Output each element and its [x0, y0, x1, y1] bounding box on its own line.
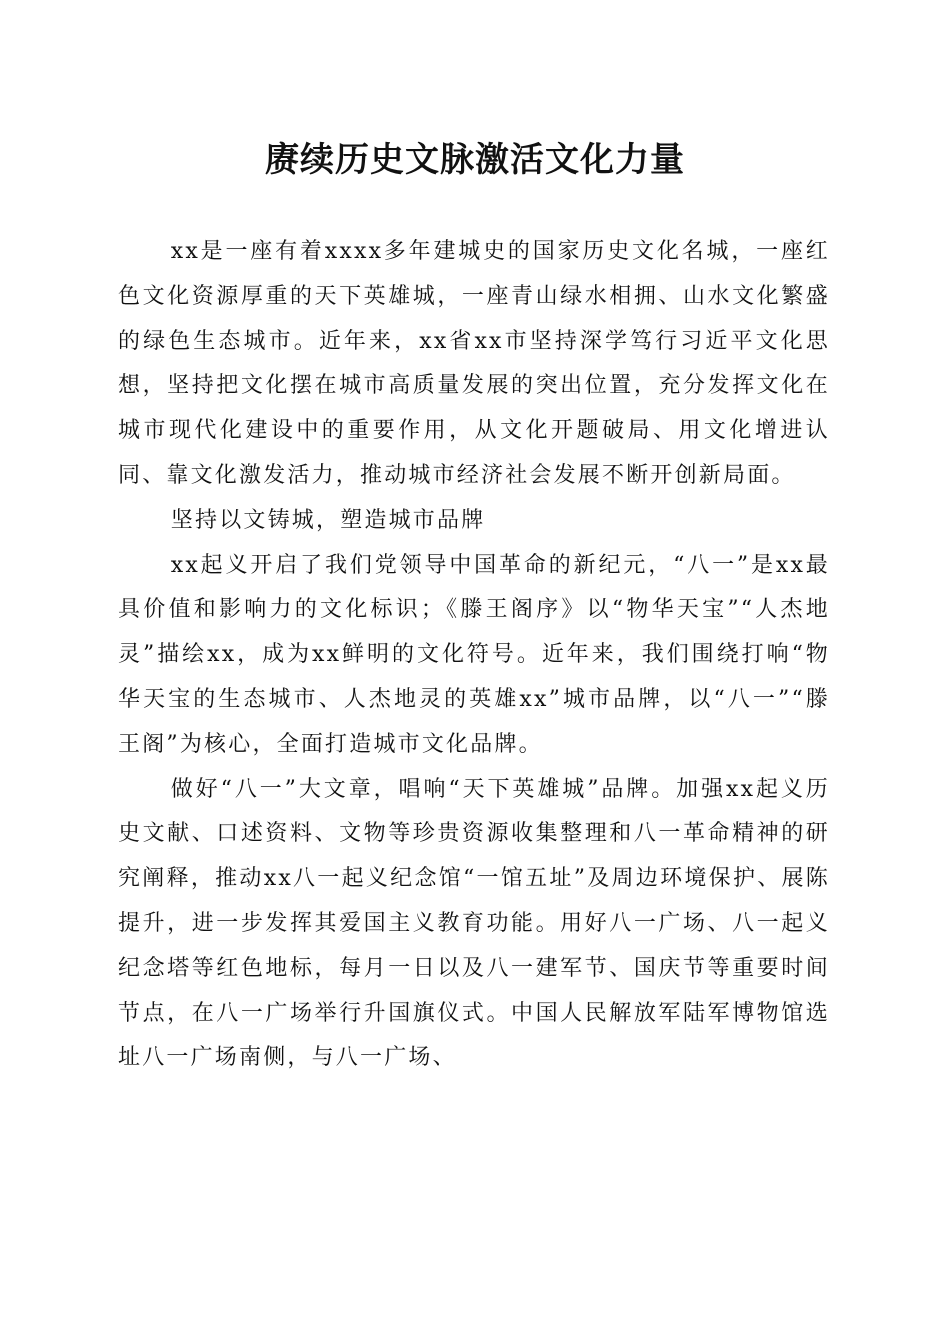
intro-paragraph: xx是一座有着xxxx多年建城史的国家历史文化名城，一座红色文化资源厚重的天下英雄城，一座青山绿水相拥、山水文化繁盛的绿色生态城市。近年来，xx省xx市坚持深学笃行习近平文化思想，坚持把文化摆在城市高质量发展的突出位置，充分发挥文化在城市现代化建设中的重要作用，从文化开题破局、用文化增进认同、靠文化激发活力，推动城市经济社会发展不断开创新局面。 — [118, 239, 830, 488]
document-title: 赓续历史文脉激活文化力量 — [265, 140, 685, 180]
section-heading: 坚持以文铸城，塑造城市品牌 — [170, 507, 486, 533]
document-body — [118, 230, 830, 1081]
body-paragraph: 做好“八一”大文章，唱响“天下英雄城”品牌。加强xx起义历史文献、口述资料、文物等珍贵资源收集整理和八一革命精神的研究阐释，推动xx八一起义纪念馆“一馆五址”及周边环境保护、展陈提升，进一步发挥其爱国主义教育功能。用好八一广场、八一起义纪念塔等红色地标，每月一日以及八一建军节、国庆节等重要时间节点，在八一广场举行升国旗仪式。中国人民解放军陆军博物馆选址八一广场南侧，与八一广场、 — [118, 776, 830, 1071]
body-paragraph: xx起义开启了我们党领导中国革命的新纪元，“八一”是xx最具价值和影响力的文化标识；《滕王阁序》以“物华天宝”“人杰地灵”描绘xx，成为xx鲜明的文化符号。近年来，我们围绕打响“物华天宝的生态城市、人杰地灵的英雄xx”城市品牌，以“八一”“滕王阁”为核心，全面打造城市文化品牌。 — [118, 552, 830, 757]
